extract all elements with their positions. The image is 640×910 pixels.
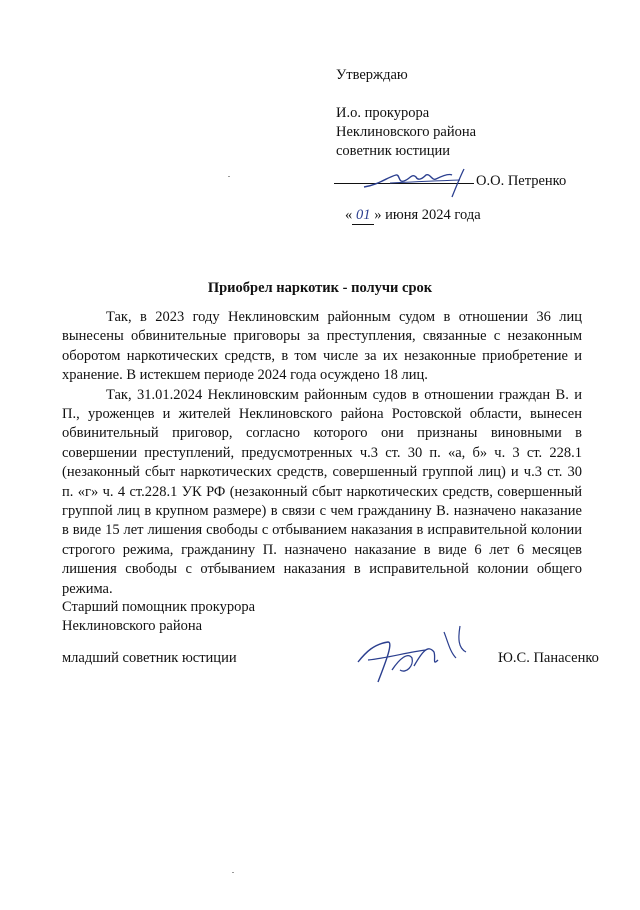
- approver-name: О.О. Петренко: [476, 173, 567, 189]
- approver-position: И.о. прокурора: [336, 105, 430, 121]
- approval-heading: Утверждаю: [336, 67, 408, 83]
- approval-date: [345, 207, 481, 225]
- date-day: 01: [352, 207, 374, 225]
- document-body: [62, 308, 582, 599]
- scan-speck: [228, 176, 230, 177]
- paragraph-case: Так, 31.01.2024 Неклиновским районным судов в отношении граждан В. и П., уроженцев и жителей Неклиновского района Ростовской области, вынесен обвинительный приговор, согласно которого они признаны виновными в совершении преступлений, предусмотренных ч.3 ст. 30 п. «а, б» ч. 3 ст. 228.1 (незаконный сбыт наркотических средств, совершенный группой лиц) и ч.3 ст. 30 п. «г» ч. 4 ст.228.1 УК РФ (незаконный сбыт наркотических средств, совершенный группой лиц в крупном размере) в связи с чем гражданину В. назначено наказание в виде 15 лет лишения свободы с отбыванием наказания в исправительной колонии строгого режима, гражданину П. назначено наказание в виде 6 лет 6 месяцев лишения свободы с отбыванием наказания в исправительной колонии общего режима.: [62, 386, 582, 597]
- approver-rank: советник юстиции: [336, 143, 451, 159]
- signer-rank: младший советник юстиции: [62, 650, 237, 666]
- approver-district: Неклиновского района: [336, 124, 477, 140]
- signer-position-line2: Неклиновского района: [62, 618, 203, 634]
- paragraph-statistics: Так, в 2023 году Неклиновским районным судом в отношении 36 лиц вынесены обвинительные приговоры за преступления, связанные с незаконным оборотом наркотических средств, в том числе за их незаконные приобретение и хранение. В истекшем периоде 2024 года осуждено 18 лиц.: [62, 309, 582, 384]
- document-title: Приобрел наркотик - получи срок: [207, 280, 433, 296]
- approval-block: [336, 66, 476, 161]
- date-rest: » июня 2024 года: [374, 207, 481, 223]
- scan-speck: [232, 872, 234, 873]
- signer-name: Ю.С. Панасенко: [498, 650, 599, 666]
- signer-position: [62, 598, 255, 636]
- date-open-quote: «: [345, 207, 353, 223]
- approval-signature: [360, 163, 480, 203]
- signer-signature: [348, 622, 488, 692]
- signer-position-line1: Старший помощник прокурора: [62, 599, 256, 615]
